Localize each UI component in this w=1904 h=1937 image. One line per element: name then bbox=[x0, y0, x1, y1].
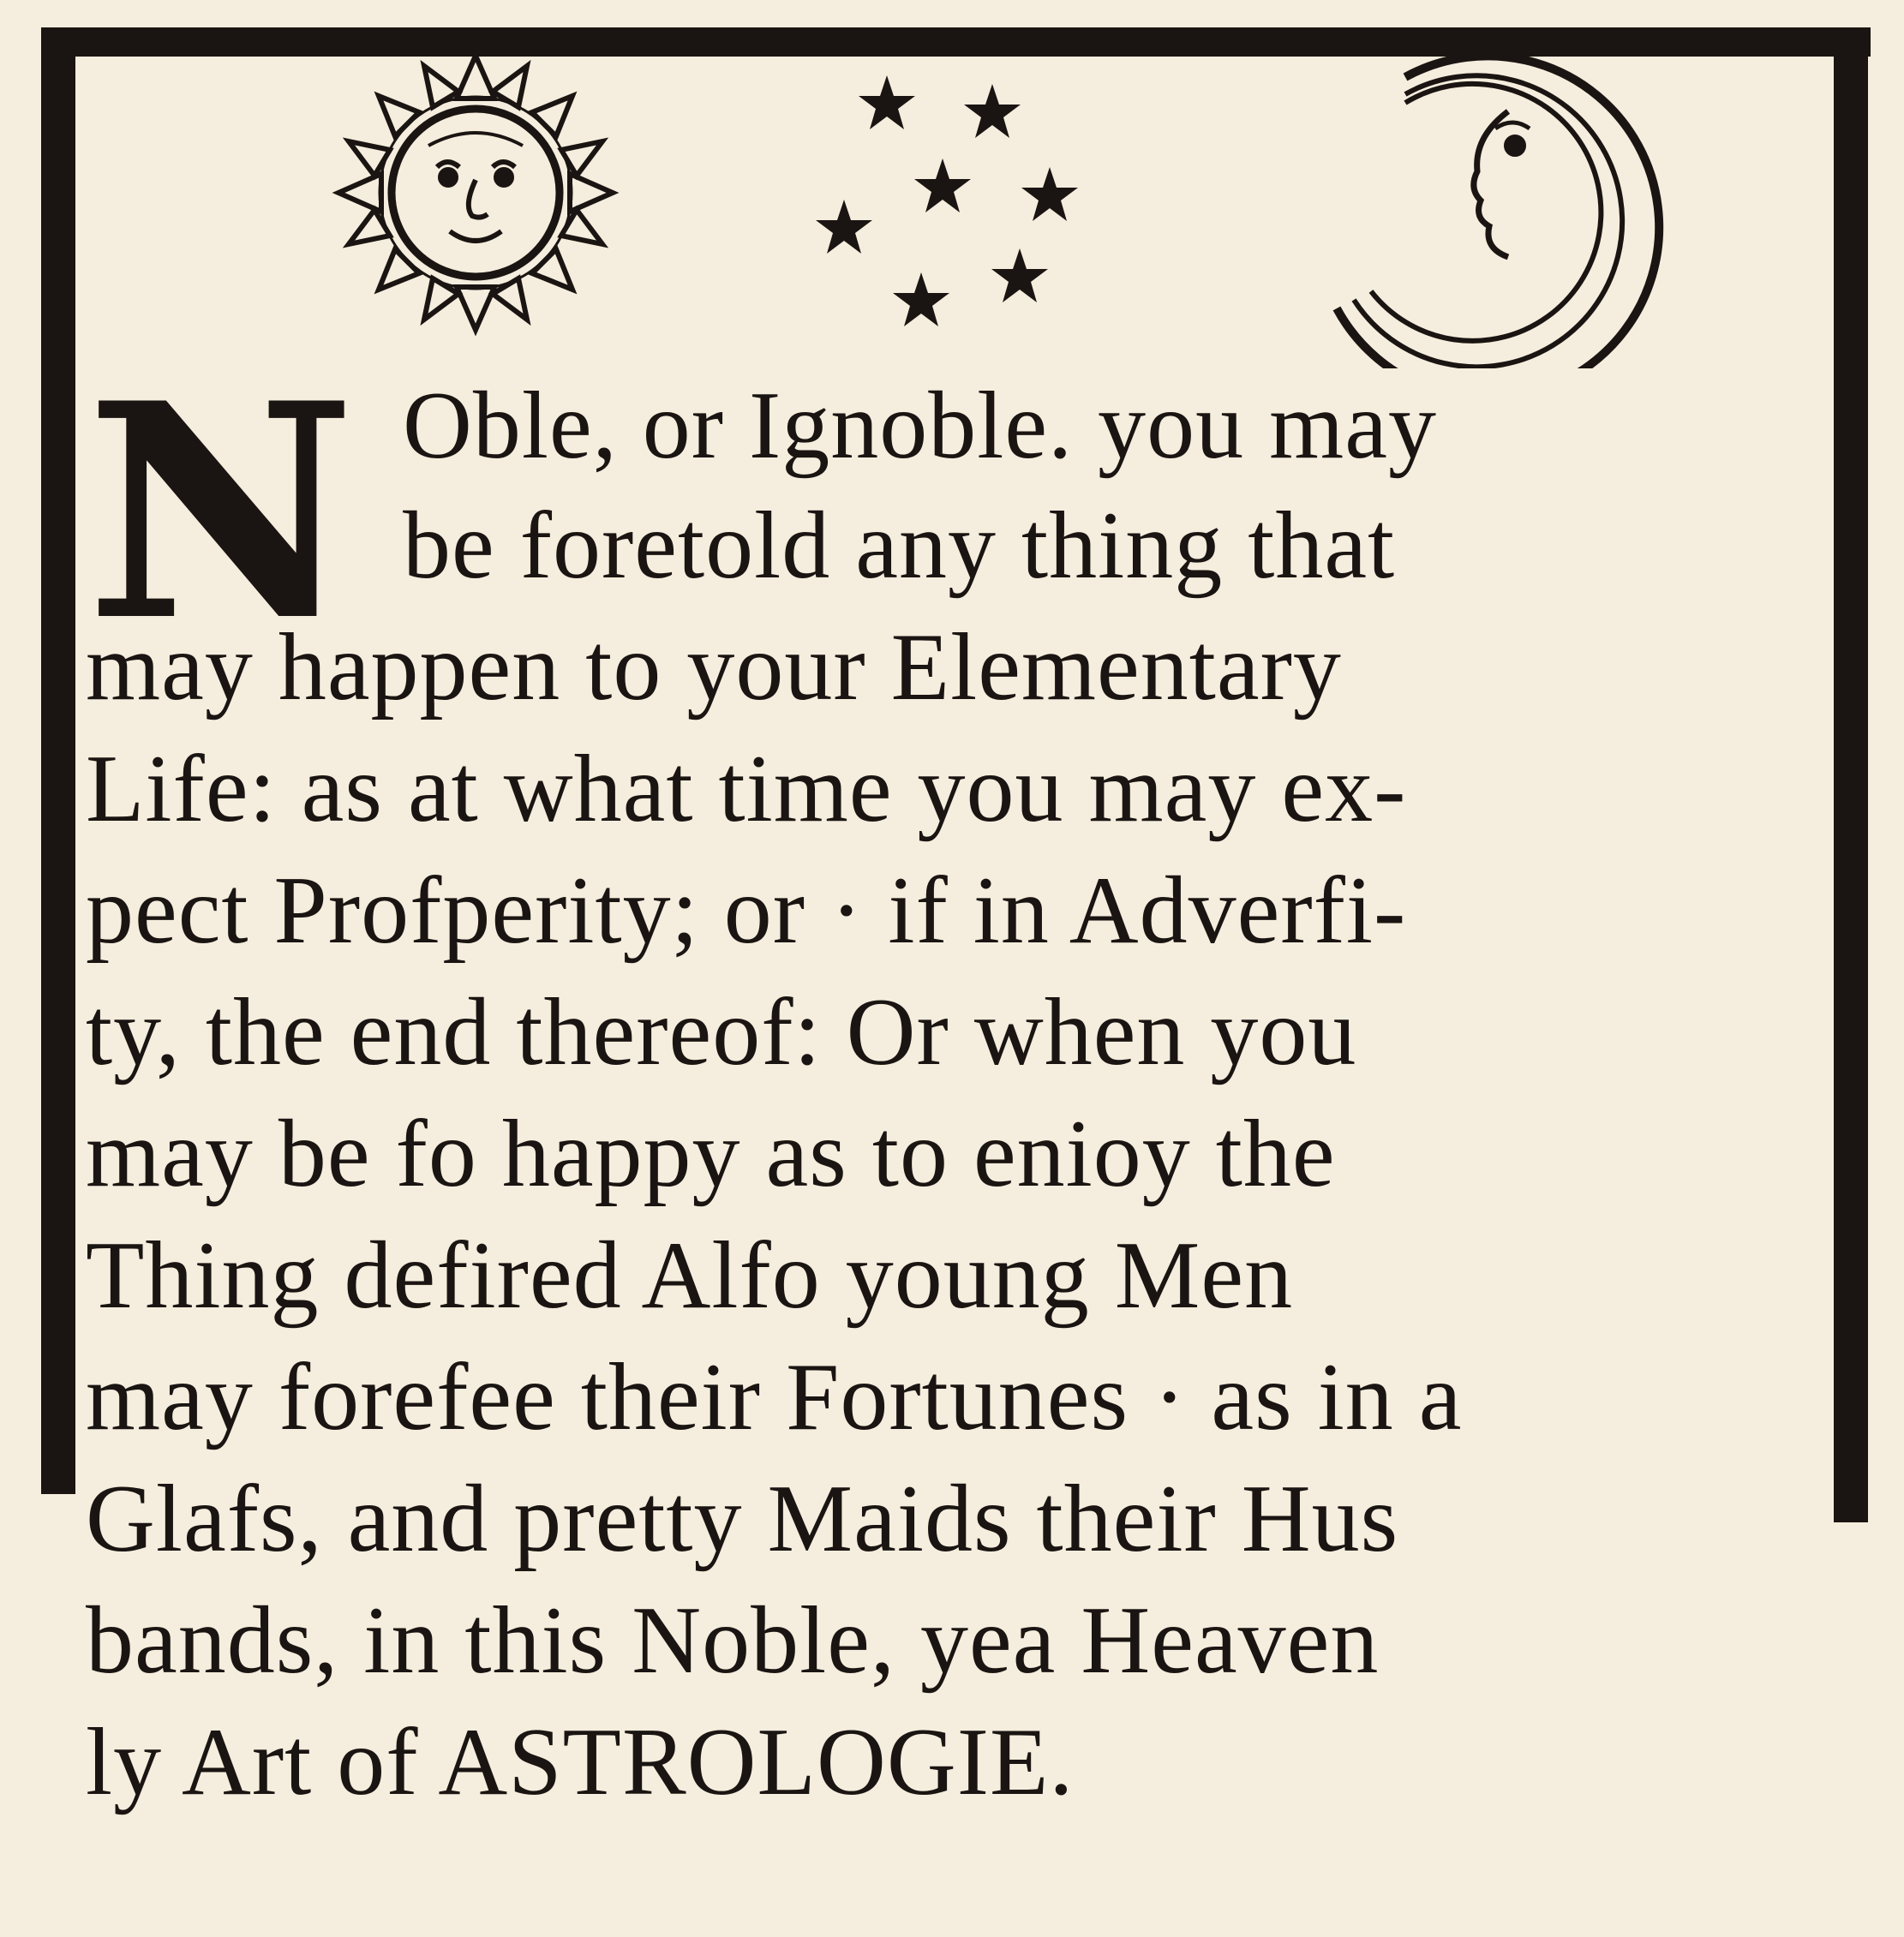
text-line-3: may happen to your Elementary bbox=[86, 614, 1342, 720]
celestial-ornaments bbox=[0, 0, 1904, 368]
text-line-2: be foretold any thing that bbox=[403, 493, 1396, 599]
text-line-12: ly Art of ASTROLOGIE. bbox=[86, 1709, 1075, 1815]
text-line-4: Life: as at what time you may ex- bbox=[86, 736, 1407, 842]
drop-cap: N bbox=[86, 339, 356, 686]
astrology-advertisement-text bbox=[86, 339, 1817, 1904]
text-line-10: Glafs, and pretty Maids their Hus bbox=[86, 1466, 1399, 1572]
text-line-11: bands, in this Noble, yea Heaven bbox=[86, 1587, 1380, 1694]
crescent-moon-face-icon bbox=[1337, 56, 1659, 368]
text-line-7: may be fo happy as to enioy the bbox=[86, 1101, 1336, 1207]
text-line-1: Oble, or Ignoble. you may bbox=[403, 373, 1437, 479]
text-line-8: Thing defired Alfo young Men bbox=[86, 1223, 1294, 1329]
sun-face-icon bbox=[338, 56, 613, 330]
text-line-9: may forefee their Fortunes · as in a bbox=[86, 1344, 1463, 1450]
text-line-6: ty, the end thereof: Or when you bbox=[86, 979, 1357, 1085]
text-line-5: pect Profperity; or · if in Adverfi- bbox=[86, 858, 1407, 964]
star-cluster-icon bbox=[816, 75, 1078, 326]
